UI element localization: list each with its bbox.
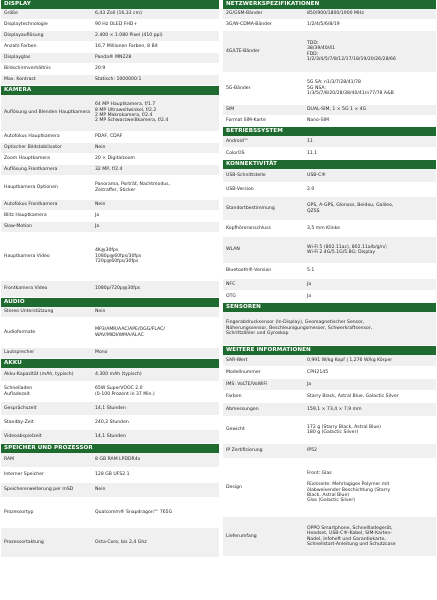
spec-row-full <box>223 312 436 346</box>
spec-value: Fingerabdrucksensor (In-Display), Geomagnetischer Sensor, Näherungssensor, Beschleunigungsmesser, Schwerkraftsensor, Schrittzähler und Gyroskop <box>226 320 373 337</box>
spec-row <box>1 368 219 382</box>
spec-label: NFC <box>226 281 236 287</box>
spec-label: Hauptkamera Optionen <box>4 184 58 190</box>
spec-row <box>223 517 436 557</box>
spec-value: Ja <box>95 224 100 230</box>
spec-label: Slow-Motion <box>4 224 32 230</box>
spec-value: TDD: 38/39/40/41 FDD: 1/2/3/4/5/7/8/12/17/18/19/20/26/28/66 <box>307 40 396 62</box>
spec-row <box>1 416 219 430</box>
spec-value: Nein <box>95 487 106 493</box>
spec-label: 2G/GSM-Bänder <box>226 11 263 17</box>
spec-value: 128 GB UFS2.1 <box>95 472 130 478</box>
spec-row <box>1 528 219 558</box>
spec-value: IP52 <box>307 448 317 454</box>
spec-value: 4K@30fps 1080p@60fps/30fps 720p@60fps/30fps <box>95 248 142 265</box>
spec-row <box>1 222 219 233</box>
spec-label: Abmessungen <box>226 406 259 412</box>
spec-label: Interner Speicher <box>4 472 44 478</box>
spec-label: Displaytechnologie <box>4 22 48 28</box>
spec-row <box>223 148 436 160</box>
spec-label: Akku-Kapazität (mAh, typisch) <box>4 371 74 377</box>
spec-label: Gesprächszeit <box>4 405 37 411</box>
spec-value: CPH2145 <box>307 369 329 375</box>
spec-row <box>223 264 436 279</box>
spec-row <box>1 402 219 416</box>
spec-row <box>223 221 436 237</box>
spec-row <box>223 169 436 183</box>
section-header-konnektivita-t: KONNEKTIVITÄT <box>223 160 436 169</box>
section-header-display: DISPLAY <box>1 0 219 9</box>
spec-row <box>223 417 436 444</box>
spec-label: Max. Kontrast <box>4 77 36 83</box>
section-header-sensoren: SENSOREN <box>223 303 436 312</box>
spec-label: Android™ <box>226 138 249 144</box>
spec-value: OPPO Smartphone, Schnellladegerät, Headset, USB-C®-Kabel, SIM-Karten- Nadel, Infoheft und Garantiekarte, Schnellstart-Anleitung und Schutzcase <box>307 525 396 547</box>
right-spec-column <box>223 0 436 557</box>
spec-label: Kopfhöreranschluss <box>226 225 271 231</box>
spec-row <box>1 468 219 483</box>
spec-value: Panda® MN228 <box>95 55 132 61</box>
spec-label: RAM <box>4 457 15 463</box>
spec-row <box>1 211 219 222</box>
spec-label: Displayauflösung <box>4 33 44 39</box>
spec-row <box>1 75 219 86</box>
spec-value: 16,7 Millionen Farben, 8 Bit <box>95 44 158 50</box>
spec-row <box>223 116 436 127</box>
spec-value: Nano-SIM <box>307 118 329 124</box>
spec-value: 4.300 mAh (typisch) <box>95 371 142 377</box>
spec-row <box>223 31 436 73</box>
spec-label: Anzahl Farben <box>4 44 37 50</box>
spec-row <box>223 136 436 148</box>
spec-label: Auflösung und Blenden Hauptkamera <box>4 110 91 116</box>
spec-value: Nein <box>95 145 106 151</box>
spec-row <box>1 154 219 165</box>
spec-row <box>1 200 219 211</box>
spec-row <box>223 379 436 391</box>
spec-value: PDAF, CDAF <box>95 134 123 140</box>
spec-label: Zoom Hauptkamera <box>4 156 51 162</box>
spec-row <box>223 237 436 264</box>
spec-label: Modellnummer <box>226 369 261 375</box>
spec-label: SAR-Wert <box>226 357 248 363</box>
spec-value: 20:9 <box>95 66 106 72</box>
spec-label: Format SIM-Karte <box>226 118 266 124</box>
spec-value: 1080p/720p@30fps <box>95 286 141 292</box>
spec-value: MP3/AMR/AAC/APE/OGG/FLAC/ WAV/MIDI/WMA/ALAC <box>95 327 165 338</box>
spec-label: Auflösung Frontkamera <box>4 167 58 173</box>
spec-row <box>223 459 436 517</box>
spec-label: Frontkamera Video <box>4 286 48 292</box>
spec-label: Stereo Unterstützung <box>4 309 54 315</box>
spec-value: 11 <box>307 138 313 144</box>
spec-row <box>1 132 219 143</box>
spec-row <box>223 9 436 20</box>
spec-row <box>1 307 219 318</box>
spec-row <box>223 391 436 403</box>
spec-value: GPS, A-GPS, Glonass, Beidou, Galileo, QZSS <box>307 203 394 214</box>
spec-row <box>223 105 436 116</box>
spec-row <box>1 176 219 200</box>
spec-value: 3,5 mm Klinke <box>307 225 340 231</box>
spec-row <box>223 197 436 221</box>
spec-value: Panorama, Porträt, Nachtmodus, Zeitraffer, Sticker <box>95 182 171 193</box>
spec-label: Größe <box>4 11 18 17</box>
spec-value: 8 GB RAM LPDDR4x <box>95 457 141 463</box>
section-header-betriebssystem: BETRIEBSSYSTEM <box>223 127 436 136</box>
spec-label: Bluetooth®-Version <box>226 268 272 274</box>
spec-label: Displayglas <box>4 55 31 61</box>
spec-value: 159,1 × 73,4 × 7,9 mm <box>307 406 362 412</box>
spec-label: Optischer Bildstabilisator <box>4 145 62 151</box>
spec-row <box>1 348 219 359</box>
spec-label: IMS: VoLTE/VoWiFi <box>226 381 267 387</box>
spec-row <box>223 183 436 197</box>
spec-value: Octa-Core, bis 2,4 Ghz <box>95 539 147 545</box>
spec-value: Nein <box>95 202 106 208</box>
section-header-weitere-informationen: WEITERE INFORMATIONEN <box>223 346 436 355</box>
spec-row <box>223 291 436 303</box>
spec-row <box>1 318 219 348</box>
spec-value: 240,2 Stunden <box>95 419 129 425</box>
section-header-kamera: KAMERA <box>1 86 219 95</box>
spec-label: Autofokus Hauptkamera <box>4 134 60 140</box>
spec-row <box>1 95 219 132</box>
spec-value: Nein <box>95 309 106 315</box>
spec-row <box>223 279 436 291</box>
spec-row <box>1 143 219 154</box>
spec-value: 5G SA: n1/3/7/28/41/78 5G NSA: 1/3/5/7/8/20/28/38/40/41/n77/78 A&B <box>307 80 394 97</box>
spec-row <box>1 430 219 444</box>
spec-label: Lieferumfang <box>226 533 257 539</box>
spec-row <box>223 73 436 105</box>
spec-label: Schnelladen Aufladezeit <box>4 386 33 397</box>
spec-value: Front: Glas Rückseite: Mehrlagiges Polymer mit ölabweisender Beschichtung (Starry Black, Astral Blue) Glas (Galactic Silver) <box>307 471 391 504</box>
spec-row <box>1 483 219 498</box>
spec-row <box>1 233 219 281</box>
spec-label: IP Zertifizierung <box>226 448 263 454</box>
spec-label: Prozessortaktung <box>4 539 44 545</box>
spec-value: 172 g (Starry Black, Astral Blue) 180 g (Galactic Silver) <box>307 424 381 435</box>
spec-label: Design <box>226 484 242 490</box>
spec-row <box>1 453 219 468</box>
spec-label: Autofokus Frontkamera <box>4 202 58 208</box>
spec-row <box>1 53 219 64</box>
section-header-audio: AUDIO <box>1 298 219 307</box>
spec-label: Speichererweiterung per mSD <box>4 487 74 493</box>
section-header-akku: AKKU <box>1 359 219 368</box>
spec-row <box>223 444 436 459</box>
spec-label: ColorOS <box>226 150 245 156</box>
spec-row <box>1 42 219 53</box>
spec-value: 14,1 Stunden <box>95 405 126 411</box>
spec-value: 6,43 Zoll (16,33 cm) <box>95 11 142 17</box>
spec-value: 5.1 <box>307 268 315 274</box>
spec-label: Gewicht <box>226 427 245 433</box>
spec-label: Lautsprecher <box>4 350 35 356</box>
spec-value: 0,991 W/kg Kopf | 1,276 W/kg Körper <box>307 357 393 363</box>
section-header-speicher-und-prozessor: SPEICHER UND PROZESSOR <box>1 444 219 453</box>
spec-label: WLAN <box>226 247 240 253</box>
spec-row <box>223 367 436 379</box>
spec-value: 1/2/4/5/6/8/19 <box>307 22 340 28</box>
spec-value: Statisch: 1000000:1 <box>95 77 142 83</box>
spec-value: 11.1 <box>307 150 318 156</box>
spec-label: Prozessortyp <box>4 509 34 515</box>
spec-label: OTG <box>226 293 236 299</box>
spec-value: 90 Hz OLED FHD+ <box>95 22 138 28</box>
spec-label: Farben <box>226 393 242 399</box>
spec-row <box>1 64 219 75</box>
spec-label: Bildschirmverhältnis <box>4 66 51 72</box>
spec-row <box>1 9 219 20</box>
left-spec-column <box>1 0 219 558</box>
spec-label: Blitz Hauptkamera <box>4 213 47 219</box>
spec-value: 2.0 <box>307 186 315 192</box>
spec-value: Qualcomm® Snapdragon™ 765G <box>95 509 173 515</box>
spec-value: Ja <box>307 293 312 299</box>
spec-value: 850/900/1800/1900 MHz <box>307 11 364 17</box>
spec-row <box>1 382 219 402</box>
spec-label: Videoabspielzeit <box>4 433 42 439</box>
spec-label: Standortbestimmung <box>226 205 275 211</box>
section-header-netzwerkspezifikationen: NETZWERKSPEZIFIKATIONEN <box>223 0 436 9</box>
spec-label: 4G/LTE-Bänder <box>226 48 260 54</box>
spec-value: Mono <box>95 350 108 356</box>
spec-label: Audioformate <box>4 329 36 335</box>
spec-value: 20 × Digitalzoom <box>95 156 136 162</box>
spec-value: 14,1 Stunden <box>95 433 126 439</box>
spec-value: Ja <box>307 381 312 387</box>
spec-label: Hauptkamera Video <box>4 253 50 259</box>
spec-row <box>1 20 219 31</box>
spec-row <box>223 20 436 31</box>
spec-value: 65W SuperVOOC 2.0 (0-100 Prozent in 37 Min.) <box>95 386 155 397</box>
spec-value: 64 MP Hauptkamera, f/1.7 8 MP Ultraweitwinkel, f/2.2 2 MP Makrokamera, f/2.4 2 MP Schwarzweißkamera, f/2.4 <box>95 102 169 124</box>
spec-value: Ja <box>307 281 312 287</box>
spec-label: 3G/W-CDMA-Bänder <box>226 22 272 28</box>
spec-value: Ja <box>95 213 100 219</box>
spec-value: Wi-Fi 5 (802.11ac), 802.11a/b/g/n/; Wi-Fi 2.4G/5.1G/5.8G; Display <box>307 244 388 255</box>
spec-row <box>1 498 219 528</box>
spec-row <box>223 355 436 367</box>
spec-label: USB-Schnittstelle <box>226 172 266 178</box>
spec-row <box>1 165 219 176</box>
spec-row <box>223 403 436 417</box>
spec-value: 2.400 × 1.080 Pixel (410 ppi) <box>95 33 163 39</box>
spec-value: USB-C® <box>307 172 326 178</box>
spec-label: USB-Version <box>226 186 254 192</box>
spec-label: Standby-Zeit <box>4 419 34 425</box>
spec-row <box>1 31 219 42</box>
spec-label: 5G-Bänder <box>226 85 251 91</box>
spec-value: 32 MP, f/2.4 <box>95 167 123 173</box>
spec-row <box>1 281 219 298</box>
spec-label: SIM <box>226 107 235 113</box>
spec-value: DUAL-SIM, 1 × 5G 1 × 4G <box>307 107 367 113</box>
spec-value: Starry Black, Astral Blue, Galactic Silver <box>307 393 399 399</box>
